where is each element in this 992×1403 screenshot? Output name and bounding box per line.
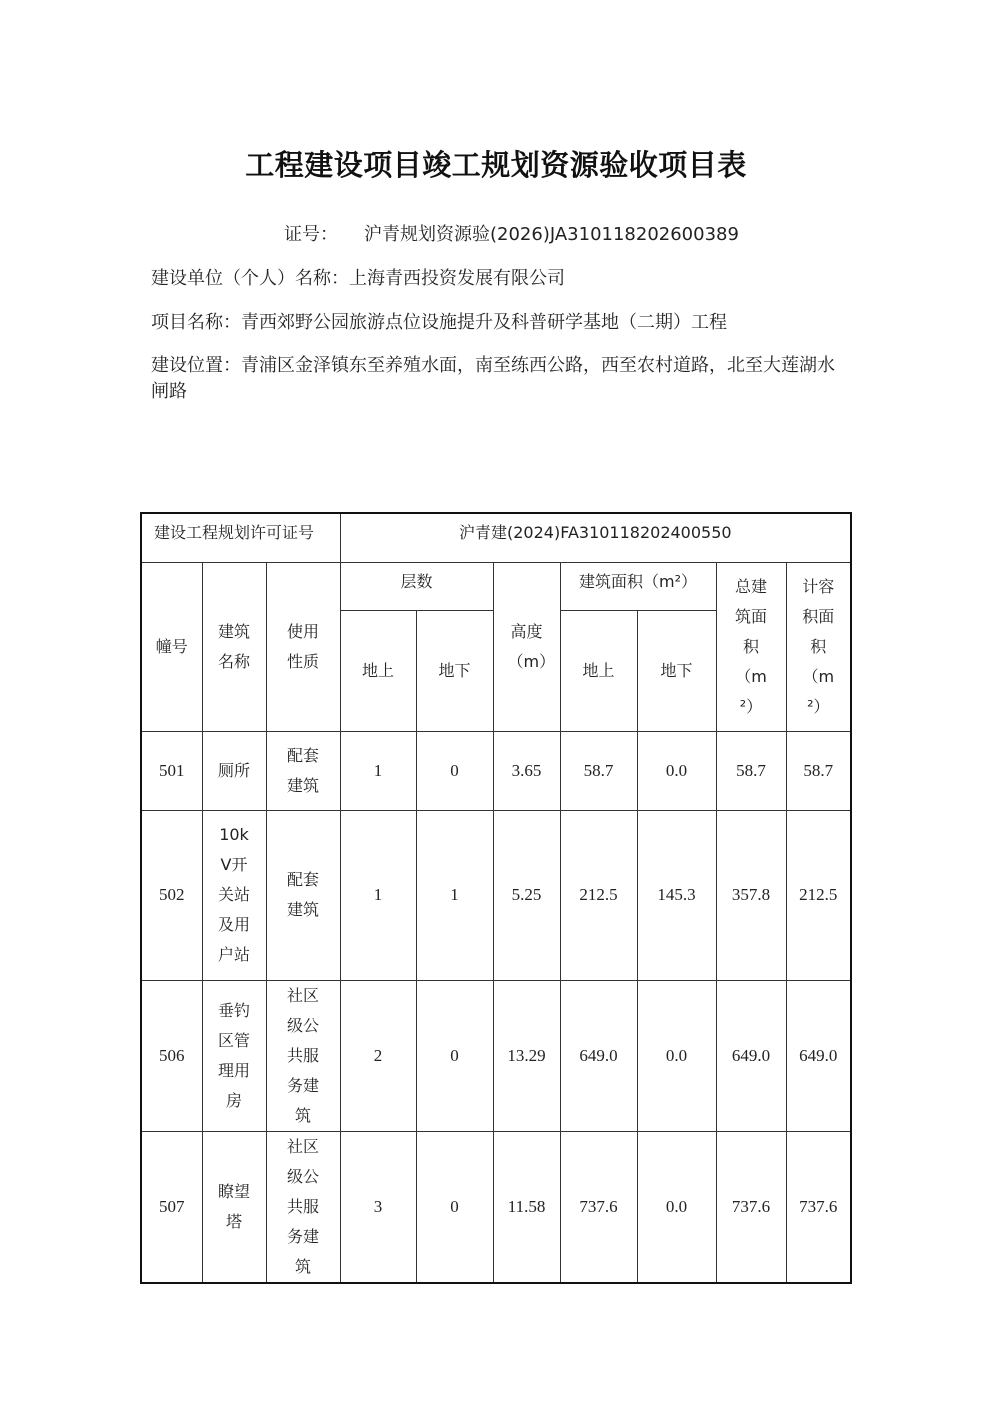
cell-area-below: 0.0 (637, 731, 716, 810)
table-row (141, 980, 851, 1131)
page-title: 工程建设项目竣工规划资源验收项目表 (245, 148, 747, 182)
cell-building-no: 502 (141, 810, 202, 980)
header-row-1 (141, 562, 851, 610)
header-area-below: 地下 (637, 610, 716, 731)
table-row (141, 731, 851, 810)
cell-floors-below: 0 (416, 1131, 493, 1283)
cell-building-name: 10kV开关站及用户站 (202, 810, 266, 980)
cell-floors-above: 2 (340, 980, 416, 1131)
cell-building-name: 厕所 (202, 731, 266, 810)
cell-total-area: 649.0 (716, 980, 786, 1131)
acceptance-table (140, 512, 852, 1284)
cell-height: 5.25 (493, 810, 560, 980)
table-row (141, 810, 851, 980)
header-usage: 使用性质 (266, 562, 340, 731)
cell-building-no: 507 (141, 1131, 202, 1283)
cell-total-area: 737.6 (716, 1131, 786, 1283)
certificate-label: 证号： (284, 224, 338, 245)
cell-floors-above: 3 (340, 1131, 416, 1283)
cell-floors-above: 1 (340, 810, 416, 980)
cell-usage: 社区级公共服务建筑 (266, 980, 340, 1131)
location-label: 建设位置： (151, 355, 241, 376)
header-area-above: 地上 (560, 610, 637, 731)
permit-row (141, 513, 851, 562)
cell-floors-below: 1 (416, 810, 493, 980)
header-floors-below: 地下 (416, 610, 493, 731)
table-row (141, 1131, 851, 1283)
cell-far-area: 212.5 (786, 810, 851, 980)
permit-value: 沪青建(2024)FA310118202400550 (340, 513, 851, 562)
project-name-value: 青西郊野公园旅游点位设施提升及科普研学基地（二期）工程 (241, 312, 727, 333)
construction-unit-line (151, 266, 565, 292)
certificate-number-line (284, 222, 739, 248)
cell-floors-below: 0 (416, 731, 493, 810)
cell-building-no: 506 (141, 980, 202, 1131)
header-area: 建筑面积（m²） (560, 562, 716, 610)
project-name-line (151, 310, 727, 336)
certificate-number: 沪青规划资源验(2026)JA310118202600389 (364, 224, 739, 245)
cell-area-above: 212.5 (560, 810, 637, 980)
cell-building-no: 501 (141, 731, 202, 810)
project-name-label: 项目名称： (151, 312, 241, 333)
cell-far-area: 649.0 (786, 980, 851, 1131)
header-floors-above: 地上 (340, 610, 416, 731)
cell-area-above: 737.6 (560, 1131, 637, 1283)
cell-total-area: 58.7 (716, 731, 786, 810)
cell-area-below: 0.0 (637, 980, 716, 1131)
header-building-name: 建筑名称 (202, 562, 266, 731)
cell-area-below: 145.3 (637, 810, 716, 980)
cell-height: 13.29 (493, 980, 560, 1131)
construction-unit-value: 上海青西投资发展有限公司 (349, 268, 565, 289)
header-far-area: 计容积面积（m²） (786, 562, 851, 731)
header-height: 高度（m） (493, 562, 560, 731)
cell-far-area: 737.6 (786, 1131, 851, 1283)
permit-label: 建设工程规划许可证号 (141, 513, 340, 562)
location-value: 青浦区金泽镇东至养殖水面，南至练西公路，西至农村道路，北至大莲湖水闸路 (151, 355, 835, 402)
location-line (151, 353, 841, 405)
cell-area-above: 649.0 (560, 980, 637, 1131)
cell-usage: 配套建筑 (266, 810, 340, 980)
cell-floors-below: 0 (416, 980, 493, 1131)
cell-usage: 社区级公共服务建筑 (266, 1131, 340, 1283)
cell-total-area: 357.8 (716, 810, 786, 980)
cell-height: 3.65 (493, 731, 560, 810)
header-floors: 层数 (340, 562, 493, 610)
cell-building-name: 瞭望塔 (202, 1131, 266, 1283)
cell-area-below: 0.0 (637, 1131, 716, 1283)
cell-usage: 配套建筑 (266, 731, 340, 810)
cell-floors-above: 1 (340, 731, 416, 810)
header-building-no: 幢号 (141, 562, 202, 731)
cell-far-area: 58.7 (786, 731, 851, 810)
header-total-area: 总建筑面积（m²） (716, 562, 786, 731)
construction-unit-label: 建设单位（个人）名称： (151, 268, 349, 289)
cell-building-name: 垂钓区管理用房 (202, 980, 266, 1131)
cell-area-above: 58.7 (560, 731, 637, 810)
cell-height: 11.58 (493, 1131, 560, 1283)
